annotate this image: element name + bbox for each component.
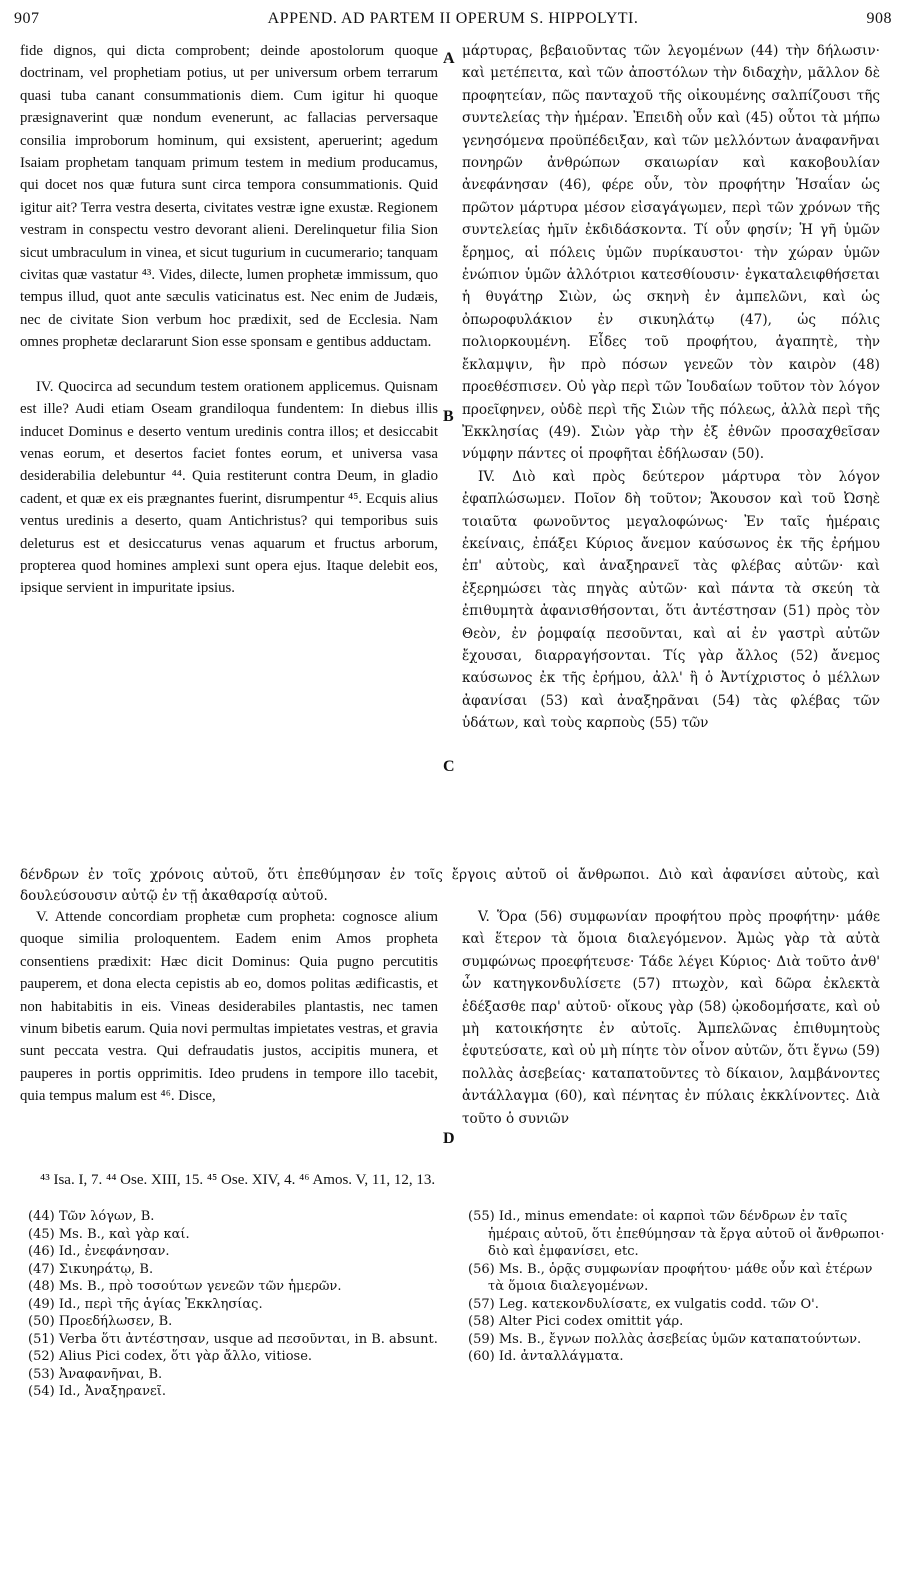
footnote: (58) Alter Pici codex omittit γάρ. <box>468 1314 684 1329</box>
greek-paragraph-3: μάρτυρας, βεβαιοῦντας τῶν λεγομένων (44) τὴν δήλωσιν· καὶ μετέπειτα, καὶ τῶν ἀποστόλων τὴν διδαχὴν, μᾶλλον δὲ προφητείαν, πῶς πανταχοῦ τῆς οἰκουμένης σαλπίζουσι τῆς συντελείας τὴν ἡμέραν. Ἐπειδὴ οὖν καὶ (45) οὗτοι τὰ μήπω γενησόμενα προϋπέδειξαν, καὶ τῶν μελλόντων ἀναφανῆναι πονηρῶν ἀνθρώπων σκαιωρίαν καὶ κακοβουλίαν ἀνεφάνησαν (46), φέρε οὖν, τὸν προφήτην Ἡσαΐαν ὡς πρῶτον μάρτυρα μέσον εἰσαγάγωμεν, περὶ τῶν χρόνων τῆς συντελείας ἡμῖν ἐκδιδάσκοντα. Τί οὖν φησίν; Ἡ γῆ ὑμῶν ἔρημος, αἱ πόλεις ὑμῶν πυρίκαυστοι· τὴν χώραν ὑμῶν ἐνώπιον ὑμῶν ἀλλότριοι κατεσθίουσιν· ἐγκαταλειφθήσεται ἡ θυγάτηρ Σιὼν, ὡς σκηνὴ ἐν ἀμπελῶνι, καὶ ὡς ὀπωροφυλάκιον ἐν σικυηλάτῳ (47), ὡς πόλις πολιορκουμένη. Εἶδες τοῦ προφήτου, ἀγαπητὲ, τὴν ἔκλαμψιν, ἣν πρὸ πόσων γενεῶν τὸν καιρὸν (48) προεθέσπισεν. Οὐ γὰρ περὶ τῶν Ἰουδαίων τοῦτον τὸν λόγον προεῖφηνεν, οὐδὲ περὶ τῆς Σιὼν τῆς πόλεως, ἀλλὰ περὶ τῆς Ἐκκλησίας (49). Σιὼν γὰρ τὴν ἐξ ἐθνῶν προσαχθεῖσαν νύμφην πάντες οἱ προφῆται ἐδήλωσαν (50). <box>462 43 880 463</box>
footnote: (55) Id., minus emendate: οἱ καρποὶ τῶν δένδρων ἐν ταῖς ἡμέραις αὐτοῦ, ὅτι ἐπεθύμησαν τὰ ἔργα αὐτοῦ οἱ ἄνθρωποι· διὸ καὶ ἐμφανίσει, etc. <box>468 1209 885 1259</box>
footnote: (56) Ms. B., ὁρᾷς συμφωνίαν προφήτου· μάθε οὖν καὶ ἑτέρων τὰ ὅμοια διαλεγομένων. <box>468 1261 873 1294</box>
footnote: (48) Ms. B., πρὸ τοσούτων γενεῶν τῶν ἡμερῶν. <box>28 1279 342 1294</box>
latin-column-lower <box>20 906 438 1108</box>
footnote: (57) Leg. κατεκονδυλίσατε, ex vulgatis codd. τῶν Ο'. <box>468 1296 819 1312</box>
margin-marker-c: C <box>443 758 455 775</box>
footnote: (52) Alius Pici codex, ὅτι γὰρ ἄλλο, vitiose. <box>28 1349 313 1364</box>
latin-paragraph-4: IV. Quocirca ad secundum testem orationem applicemus. Quisnam est ille? Audi etiam Oseam grandiloqua fundentem: In diebus illis inducet Dominus e deserto ventum uredinis contra illos; et desiccabit venas eorum, et desertos faciet fontes eorum, et universa vasa desiderabilia delebuntur ⁴⁴. Quia restiterunt contra Deum, in gladio cadent, et quæ ex eis prægnantes fuerint, disrumpentur ⁴⁵. Ecquis alius ventus uredinis a deserto, quam Antichristus? qui temporibus suis deleturus est et desiccaturus venas aquarum et fructus arborum, propterea quod homines amplexi sunt opera ejus. Itaque delebit eos, ipsique servient in impuritate ipsius. <box>20 378 438 597</box>
greek-paragraph-4: IV. Διὸ καὶ πρὸς δεύτερον μάρτυρα τὸν λόγον ἐφαπλώσωμεν. Ποῖον δὴ τοῦτον; Ἄκουσον καὶ τοῦ Ὠσηὲ τοιαῦτα φωνοῦντος μεγαλοφώνως· Ἐν ταῖς ἡμέραις ἐκείναις, ἐπάξει Κύριος ἄνεμον καύσωνος ἐκ τῆς ἐρήμου ἐπ' αὐτοὺς, καὶ ἀναξηρανεῖ τὰς φλέβας αὐτῶν· καὶ ἐξερημώσει τὰς πηγὰς αὐτῶν· καὶ πάντα τὰ σκεύη τὰ ἐπιθυμητὰ ἀφανισθήσονται, ὅτι ἀντέστησαν (51) πρὸς τὸν Θεὸν, ἐν ῥομφαίᾳ πεσοῦνται, καὶ αἱ ἐν γαστρὶ αὐτῶν ἔχουσαι, διαρραγήσονται. Τίς γὰρ ἄλλος (52) ἄνεμος καύσωνος ἐκ τῆς ἐρήμου, ἀλλ' ἢ ὁ Ἀντίχριστος ὁ μέλλων ἀφανίσαι (53) καὶ ἀναξηρᾶναι (54) τὰς φλέβας τῶν ὑδάτων, καὶ τοὺς καρποὺς (55) τῶν <box>462 468 880 732</box>
margin-marker-a: A <box>443 50 455 67</box>
footnote: (53) Ἀναφανῆναι, B. <box>28 1366 163 1382</box>
page-number-right: 908 <box>866 10 892 27</box>
margin-marker-b: B <box>443 408 454 425</box>
footnote: (54) Id., Ἀναξηρανεῖ. <box>28 1384 166 1399</box>
greek-column-upper <box>462 40 880 735</box>
latin-paragraph-3: fide dignos, qui dicta comprobent; deinde apostolorum quoque doctrinam, vel prophetiam potius, ut per universum orbem terrarum quasi tuba canant consummationis diem. Cum igitur hi quoque præsignaverint quæ nondum evenerunt, ac fallacias perversaque consilia improborum hominum, qui exsistent, aperuerint; agedum Isaiam prophetam tanquam primum testem in medium producamus, qui docet nos quæ futura sunt circa tempora consummationis. Quid igitur ait? Terra vestra deserta, civitates vestræ igne exustæ. Regionem vestram in conspectu vestro devorant alieni. Derelinquetur filia Sion sicut umbraculum in vinea, et sicut tugurium in cucumerario; tanquam civitas quæ vastatur ⁴³. Vides, dilecte, lumen prophetæ immissum, quo tempus illud, quot ante sæculis vaticinatus est. Nec enim de Judæis, nec de civitate Sion verbum hoc prædixit, sed de Ecclesia. Nam omnes prophetæ declararunt Sion esse sponsam e gentibus adductam. <box>20 43 438 351</box>
latin-paragraph-5: V. Attende concordiam prophetæ cum propheta: cognosce alium quoque similia proloquentem. Eadem enim Amos propheta consentiens prædixit: Hæc dicit Dominus: Quia pugno percutitis pauperem, et dona electa cepistis ab eo, domos politas ædificastis, et non habitabitis in eis. Vineas desiderabiles plantastis, nec tamen vinum bibetis earum. Quia novi permultas impietates vestras, et gravia sunt peccata vestra. Qui defraudatis justos, accipitis munera, et pauperes in portis opprimitis. Ideo prudens in tempore illo tacebit, quia tempus malum est ⁴⁶. Disce, <box>20 909 438 1105</box>
footnote: (59) Ms. B., ἔγνων πολλὰς ἀσεβείας ὑμῶν καταπατούντων. <box>468 1331 862 1347</box>
greek-column-lower <box>462 906 880 1130</box>
footnote: (60) Id. ἀνταλλάγματα. <box>468 1349 624 1364</box>
latin-column-upper <box>20 40 438 600</box>
greek-overflow-line: δένδρων ἐν τοῖς χρόνοις αὐτοῦ, ὅτι ἐπεθύμησαν ἐν τοῖς ἔργοις αὐτοῦ οἱ ἄνθρωποι. Διὸ καὶ ἀφανίσει αὐτοὺς, καὶ δουλεύσουσιν αὐτῷ ἐν τῇ ἀκαθαρσίᾳ αὐτοῦ. <box>20 867 880 904</box>
greek-paragraph-5: V. Ὅρα (56) συμφωνίαν προφήτου πρὸς προφήτην· μάθε καὶ ἕτερον τὰ ὅμοια διαλεγόμενον. Ἀμὼς γὰρ τὰ αὐτὰ συμφώνως προεφήτευσε· Τάδε λέγει Κύριος· Διὰ τοῦτο ἀνθ' ὧν κατηγκονδυλίσετε (57) πτωχὸν, καὶ δῶρα ἐκλεκτὰ ἐδέξασθε παρ' αὐτοῦ· οἴκους γὰρ (58) ᾠκοδομήσατε, καὶ οὐ μὴ κατοικήσητε ἐν αὐτοῖς. Ἀμπελῶνας ἐπιθυμητοὺς ἐφυτεύσατε, καὶ οὐ μὴ πίητε τὸν οἶνον αὐτῶν, ὅτι ἔγνω (59) πολλὰς ἀσεβείας· καταπατοῦντες τὸ δίκαιον, λαμβάνοντες ἀντάλλαγμα (60), καὶ πένητας ἐν πύλαις ἐκκλίνοντες. Διὰ τοῦτο ὁ συνιῶν <box>462 909 880 1127</box>
footnote: (49) Id., περὶ τῆς ἁγίας Ἐκκλησίας. <box>28 1296 263 1312</box>
footnotes-right <box>468 1208 886 1366</box>
margin-marker-d: D <box>443 1130 455 1147</box>
footnote: (46) Id., ἐνεφάνησαν. <box>28 1244 170 1259</box>
scripture-references: ⁴³ Isa. I, 7. ⁴⁴ Ose. XIII, 15. ⁴⁵ Ose. XIV, 4. ⁴⁶ Amos. V, 11, 12, 13. <box>40 1172 436 1188</box>
page-number-left: 907 <box>14 10 40 27</box>
footnote: (50) Προεδήλωσεν, B. <box>28 1314 173 1329</box>
footnote: (47) Σικυηράτῳ, B. <box>28 1261 154 1277</box>
footnote: (45) Ms. B., καὶ γὰρ καί. <box>28 1226 190 1242</box>
footnotes-left <box>28 1208 446 1401</box>
footnote: (51) Verba ὅτι ἀντέστησαν, usque ad πεσοῦνται, in B. absunt. <box>28 1331 438 1347</box>
page-header <box>14 10 892 34</box>
footnote: (44) Τῶν λόγων, B. <box>28 1209 155 1224</box>
running-title: APPEND. AD PARTEM II OPERUM S. HIPPOLYTI. <box>267 10 639 27</box>
